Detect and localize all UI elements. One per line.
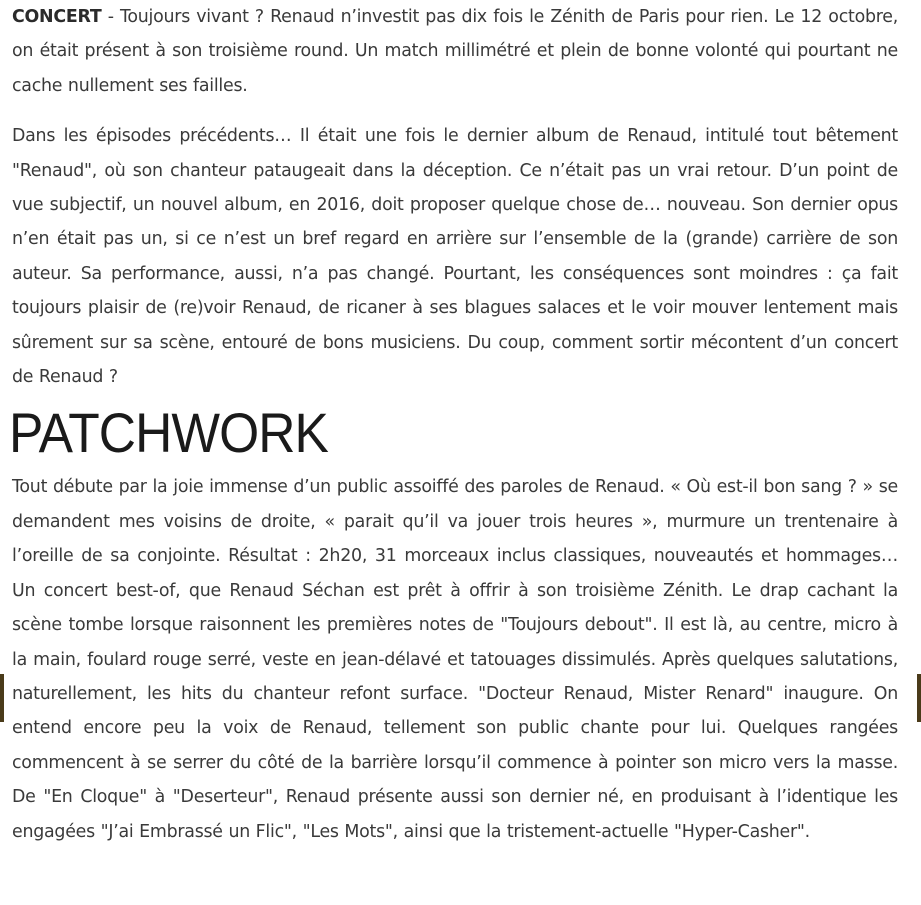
intro-paragraph [12,0,898,103]
article-paragraph: Tout débute par la joie immense d’un public assoiffé des paroles de Renaud. « Où est-il bon sang ? » se demandent mes voisins de droite, « parait qu’il va jouer trois heures », murmure un trentenaire à l’oreille de sa conjointe. Résultat : 2h20, 31 morceaux inclus classiques, nouveautés et hommages… Un concert best-of, que Renaud Séchan est prêt à offrir à son troisième Zénith. Le drap cachant la scène tombe lorsque raisonnent les premières notes de "Toujours debout". Il est là, au centre, micro à la main, foulard rouge serré, veste en jean-délavé et tatouages dissimulés. Après quelques salutations, naturellement, les hits du chanteur refont surface. "Docteur Renaud, Mister Renard" inaugure. On entend encore peu la voix de Renaud, tellement son public chante pour lui. Quelques rangées commencent à se serrer du côté de la barrière lorsqu’il commence à pointer son micro vers la masse. De "En Cloque" à "Deserteur", Renaud présente aussi son dernier né, en produisant à l’identique les engagées "J’ai Embrassé un Flic", "Les Mots", ainsi que la tristement-actuelle "Hyper-Casher". [12,477,898,842]
intro-text: - Toujours vivant ? Renaud n’investit pas dix fois le Zénith de Paris pour rien. Le 12 octobre, on était présent à son troisième round. Un match millimétré et plein de bonne volonté qui pourtant ne cache nullement ses failles. [12,7,898,96]
article-paragraph: Dans les épisodes précédents… Il était une fois le dernier album de Renaud, intitulé tout bêtement "Renaud", où son chanteur pataugeait dans la déception. Ce n’était pas un vrai retour. D’un point de vue subjectif, un nouvel album, en 2016, doit proposer quelque chose de… nouveau. Son dernier opus n’en était pas un, si ce n’est un bref regard en arrière sur l’ensemble de la (grande) carrière de son auteur. Sa performance, aussi, n’a pas changé. Pourtant, les conséquences sont moindres : ça fait toujours plaisir de (re)voir Renaud, de ricaner à ses blagues salaces et le voir mouver lentement mais sûrement sur sa scène, entouré de bons musiciens. Du coup, comment sortir mécontent d’un concert de Renaud ? [12,126,898,388]
section-heading: PATCHWORK [9,401,328,465]
article-body [9,0,898,849]
left-edge-marker [0,674,4,722]
right-edge-marker [917,674,921,722]
intro-lead-label: CONCERT [12,7,102,27]
